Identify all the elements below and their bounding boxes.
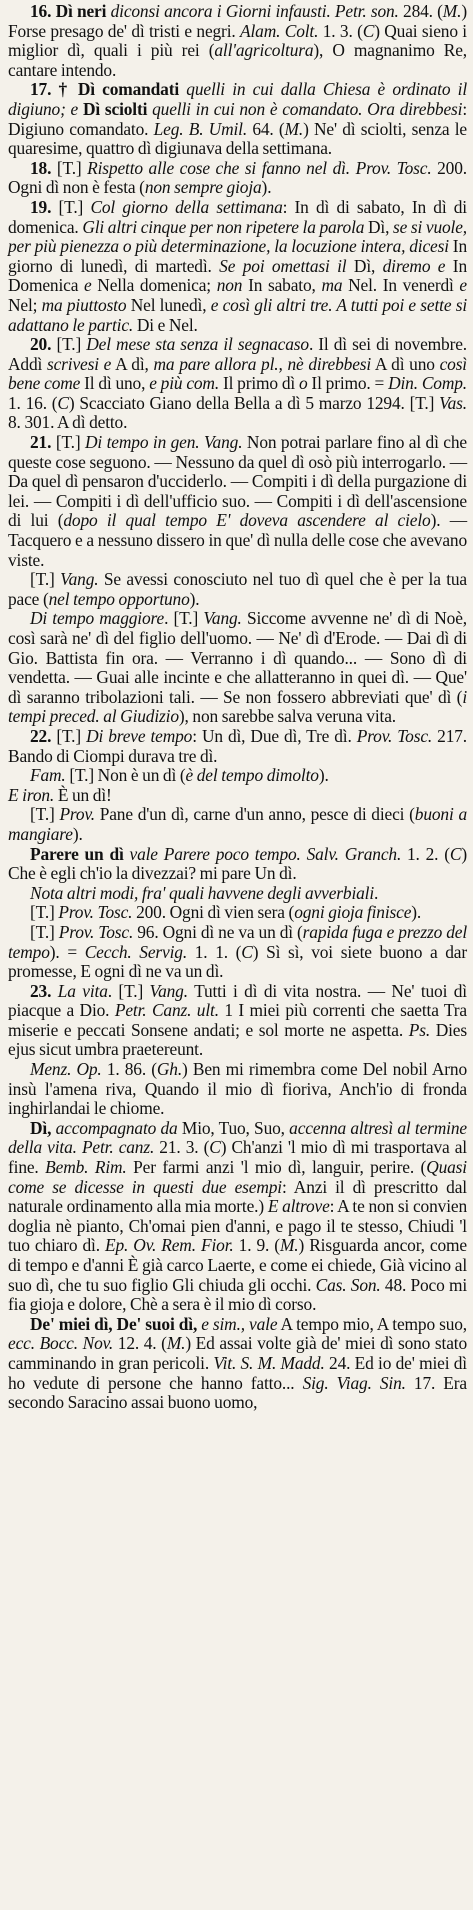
body-text: [T.] xyxy=(30,902,59,923)
italic-text: ecc. Bocc. Nov. xyxy=(8,1333,114,1354)
body-text: Non potrai parlare fino al dì che queste cose seguono. — Nessuno da quel dì osò più interrogarlo. — Da quel dì pensaron d'ucciderlo. — Compiti i dì della purgazione di lei. — Compiti i dì dell'ufficio suo. — Compiti i dì dell'ascensione di lui ( xyxy=(8,432,467,531)
body-text: Pane d'un dì, carne d'un anno, pesce di dieci ( xyxy=(94,804,415,825)
italic-text: C xyxy=(362,20,375,41)
body-text: ), O magnanimo Re, cantare intendo. xyxy=(8,40,467,80)
body-text: In sabato, xyxy=(242,275,322,296)
entry-paragraph xyxy=(8,982,467,1060)
body-text: Per farmi anzi 'l mio dì, languir, perire. ( xyxy=(126,1157,427,1178)
body-text: 64. ( xyxy=(247,118,285,139)
body-text: ) Ch'anzi 'l mio dì mi trasportava al fine. xyxy=(8,1137,467,1178)
body-text: ) Scacciato Giano della Bella a dì 5 marzo 1294. [T.] xyxy=(68,392,440,413)
italic-text: dopo il qual tempo E' doveva ascendere al cielo xyxy=(63,510,431,531)
body-text: : In dì di sabato, In dì di domenica. xyxy=(8,196,467,237)
body-text: È un dì! xyxy=(54,784,112,805)
entry-heading-text: 20. xyxy=(30,334,57,355)
italic-text: E altrove xyxy=(267,1196,330,1217)
body-text: ) Ne' dì sciolti, senza le quaresime, quattro dì digiunava della settimana. xyxy=(8,118,468,159)
body-text: Nella domenica; xyxy=(91,275,217,296)
entry-heading-text: 22. xyxy=(30,725,57,746)
body-text: ) Ed assai volte già de' miei dì sono stato camminando in gran pericoli. xyxy=(8,1333,468,1373)
body-text: . Il dì sei di novembre. Addì xyxy=(8,334,467,374)
body-text: . xyxy=(374,882,379,903)
body-text: 1. 9. ( xyxy=(233,1235,280,1256)
entry-heading-text: Parere un dì xyxy=(30,843,130,864)
body-text: Nel. In venerdì xyxy=(342,275,460,296)
body-text: [T.] xyxy=(30,804,60,825)
body-text: Tutti i dì di vita nostra. — Ne' tuoi dì piacque a Dio. xyxy=(8,980,467,1021)
italic-text: o xyxy=(298,373,308,394)
entry-heading-text: 21. xyxy=(30,432,56,453)
body-text: ). xyxy=(72,823,83,844)
italic-text: Prov. Tosc. xyxy=(58,921,134,942)
body-text: Mio, Tuo, Suo, xyxy=(177,1117,290,1138)
body-text: ) Ben mi rimembra come Del nobil Arno insù l'amena riva, Quando il mio dì fioriva, Anch'io di fronda inghirlandai le chiome. xyxy=(8,1059,467,1119)
italic-text: C xyxy=(449,843,462,864)
entry-paragraph xyxy=(8,805,467,844)
entry-paragraph xyxy=(8,433,467,570)
italic-text: M. xyxy=(284,118,304,139)
italic-text: Di tempo maggiore xyxy=(30,608,165,629)
body-text: 1. 2. ( xyxy=(401,843,450,864)
italic-text: quelli in cui dalla Chiesa è ordinato il digiuno; e xyxy=(8,79,468,119)
italic-text: Ps. xyxy=(408,1019,431,1040)
italic-text: non xyxy=(216,275,243,296)
italic-text: accenna altresì al termine della vita. Petr. canz. xyxy=(8,1117,467,1158)
body-text: . [T.] xyxy=(164,608,204,629)
italic-text: diconsi ancora i Giorni infausti. Petr. son. xyxy=(110,1,399,21)
entry-heading-text: 16. xyxy=(30,1,56,21)
italic-text: è del tempo dimolto xyxy=(185,765,319,786)
body-text: . [T.] xyxy=(107,980,150,1001)
body-text: 1. 1. ( xyxy=(187,941,242,962)
italic-text: ogni gioja finisce xyxy=(294,902,412,923)
body-text: ) Che è egli ch'io la divezzai? mi pare Un dì. xyxy=(8,843,467,884)
body-text: ) Sì sì, voi siete buono a dar promesse, E ogni dì ne va un dì. xyxy=(8,941,467,982)
italic-text: vale Parere poco tempo. Salv. Granch. xyxy=(129,843,402,864)
body-text: ) Forse presago de' dì tristi e negri. xyxy=(8,1,467,41)
body-text: In giorno di lunedì, di martedì. xyxy=(8,236,467,276)
body-text: In Domenica xyxy=(8,255,467,296)
italic-text: e più com. xyxy=(149,373,220,394)
italic-text: all'agricoltura xyxy=(214,40,314,61)
body-text: Dì, xyxy=(364,216,393,237)
italic-text: Leg. B. Umil. xyxy=(153,118,248,139)
body-text: Siccome avvenne ne' dì di Noè, così sarà ne' dì del figlio dell'uomo. — Ne' dì d'Erode. — Dai dì di Gio. Battista fin ora. — Verranno i dì quando... — Sono dì di vendetta. — Guai alle incinte e che allatteranno in quei dì. — Que' dì saranno tribolazioni tali. — Se non fossero abbreviati que' dì ( xyxy=(8,608,467,707)
italic-text: Prov. Tosc. xyxy=(58,902,133,923)
italic-text: Vit. S. M. Madd. xyxy=(213,1352,325,1373)
body-text: ). xyxy=(318,765,329,786)
body-text: 284. ( xyxy=(398,1,443,21)
italic-text: Alam. Colt. xyxy=(240,20,319,41)
body-text: Il primo. = xyxy=(307,373,389,394)
entry-heading-text: 19. xyxy=(30,196,59,217)
italic-text: Din. Comp. xyxy=(388,373,467,394)
entry-paragraph xyxy=(8,159,467,198)
entry-heading-text: 17. † Dì comandati xyxy=(30,79,187,100)
italic-text: nel tempo opportuno xyxy=(48,588,190,609)
italic-text: Nota altri modi, fra' quali havvene degli avverbiali xyxy=(30,882,375,903)
body-text: ). = xyxy=(49,941,85,962)
italic-text: e sim., vale xyxy=(201,1313,278,1334)
italic-text: Petr. Canz. ult. xyxy=(114,1000,219,1021)
italic-text: Quasi come se dicesse in questi due esempi xyxy=(8,1157,467,1197)
entry-paragraph xyxy=(8,884,467,904)
italic-text: non sempre gioja xyxy=(144,177,262,198)
body-text: A dì uno xyxy=(371,353,440,374)
body-text: Nel lunedì, xyxy=(126,294,211,315)
italic-text: Sig. Viag. Sin. xyxy=(302,1372,406,1393)
italic-text: Prov. Tosc. xyxy=(356,725,433,746)
italic-text: ma xyxy=(321,275,343,296)
body-text: [T.] Non è un dì ( xyxy=(65,765,186,786)
italic-text: C xyxy=(57,392,69,413)
entry-paragraph xyxy=(8,1315,467,1413)
italic-text: Di breve tempo xyxy=(86,725,193,746)
body-text: 217. Bando di Ciompi durava tre dì. xyxy=(8,725,467,766)
entry-heading-text: 23. xyxy=(30,980,58,1001)
entry-paragraph xyxy=(8,1060,467,1119)
italic-text: buoni a mangiare xyxy=(8,804,467,844)
entry-paragraph xyxy=(8,198,467,335)
body-text: 1. 3. ( xyxy=(318,20,363,41)
body-text: 21. 3. ( xyxy=(154,1137,210,1158)
italic-text: M. xyxy=(166,1333,186,1354)
entry-heading-text: Dì neri xyxy=(55,1,111,21)
italic-text: C xyxy=(209,1137,221,1158)
italic-text: Vang. xyxy=(149,980,188,1001)
italic-text: accompagnato da xyxy=(55,1117,178,1138)
body-text: A tempo mio, A tempo suo, xyxy=(277,1313,467,1334)
entry-paragraph xyxy=(8,570,467,609)
body-text: [T.] xyxy=(56,334,87,355)
body-text: ), non sarebbe salva veruna vita. xyxy=(178,706,396,727)
body-text: 48. Poco mi fia gioja e dolore, Chè a sera è il mio dì corso. xyxy=(8,1274,468,1315)
body-text: 1 I miei più correnti che saetta Tra miserie e peccati Sonsene andati; e sol morte ne aspetta. xyxy=(8,1000,467,1040)
italic-text: se si vuole, per più pienezza o più determinazione, la locuzione intera, dicesi xyxy=(8,216,467,257)
italic-text: Rispetto alle cose che si fanno nel dì. Prov. Tosc. xyxy=(87,157,432,178)
body-text: 1. 16. ( xyxy=(8,392,58,413)
body-text: Dies ejus sicut umbra praetereunt. xyxy=(8,1019,467,1060)
body-text: A dì, xyxy=(111,353,154,374)
italic-text: Cecch. Servig. xyxy=(84,941,188,962)
italic-text: Gh. xyxy=(156,1059,183,1080)
italic-text: La vita xyxy=(57,980,108,1001)
entry-heading-text: De' miei dì, De' suoi dì, xyxy=(30,1313,202,1334)
italic-text: Vang. xyxy=(203,608,242,629)
italic-text: Di tempo in gen. Vang. xyxy=(85,432,243,453)
italic-text: scrivesi e xyxy=(46,353,112,374)
entry-heading-text: Dì sciolti xyxy=(82,98,153,119)
entry-paragraph xyxy=(8,727,467,766)
entry-paragraph xyxy=(8,766,467,786)
italic-text: i tempi preced. al Giudizio xyxy=(8,686,467,727)
body-text: 8. 301. A dì detto. xyxy=(8,412,128,433)
body-text: 200. Ogni dì non è festa ( xyxy=(8,157,467,198)
body-text: Se avessi conosciuto nel tuo dì quel che è per la tua pace ( xyxy=(8,569,467,609)
body-text: [T.] xyxy=(56,725,87,746)
body-text: [T.] xyxy=(30,569,61,590)
italic-text: Se poi omettasi il xyxy=(219,255,347,276)
italic-text: e xyxy=(459,275,467,296)
body-text: 12. 4. ( xyxy=(113,1333,167,1354)
body-text: [T.] xyxy=(55,432,85,453)
italic-text: M. xyxy=(279,1235,299,1256)
italic-text: ma piuttosto xyxy=(41,294,127,315)
italic-text: Gli altri cinque per non ripetere la parola xyxy=(82,216,365,237)
body-text: Il primo dì xyxy=(219,373,299,394)
body-text: : Un dì, Due dì, Tre dì. xyxy=(192,725,357,746)
italic-text: Ep. Ov. Rem. Fior. xyxy=(105,1235,234,1256)
italic-text: Vang. xyxy=(60,569,99,590)
italic-text: M. xyxy=(442,1,462,21)
entry-paragraph xyxy=(8,609,467,727)
entry-paragraph xyxy=(8,80,467,158)
entry-paragraph xyxy=(8,786,467,806)
body-text: 200. Ogni dì vien sera ( xyxy=(132,902,295,923)
body-text: ). — Tacquero e a nessuno dissero in que' dì nulla delle cose che avevano viste. xyxy=(8,510,467,570)
entry-heading-text: 18. xyxy=(30,157,57,178)
body-text: 96. Ogni dì ne va un dì ( xyxy=(133,921,303,942)
entry-paragraph xyxy=(8,845,467,884)
body-text: Il dì uno, xyxy=(80,373,150,394)
italic-text: ma pare allora pl., nè direbbesi xyxy=(153,353,372,374)
body-text: [T.] xyxy=(30,921,59,942)
body-text: : A te non si convien doglia nè pianto, Ch'omai pien d'anni, e pago il te stesso, Chiudi 'l tuo chiaro dì. xyxy=(8,1196,467,1256)
italic-text: Menz. Op. xyxy=(30,1059,102,1080)
italic-text: C xyxy=(241,941,253,962)
entry-paragraph xyxy=(8,335,467,433)
italic-text: E iron. xyxy=(8,784,55,805)
italic-text: Fam. xyxy=(30,765,66,786)
entry-paragraph xyxy=(8,2,467,80)
body-text: 24. Ed io de' miei dì ho vedute di persone che hanno fatto... xyxy=(8,1352,467,1393)
body-text: : Anzi il dì prescritto dal naturale ordinamento alla mia morte.) xyxy=(8,1176,467,1217)
italic-text: diremo e xyxy=(382,255,446,276)
italic-text: Vas. xyxy=(439,392,467,413)
body-text: ) Quai sieno i miglior dì, quali i più rei ( xyxy=(8,20,467,61)
italic-text: Prov. xyxy=(59,804,95,825)
body-text: [T.] xyxy=(58,196,91,217)
body-text: Dì, xyxy=(346,255,383,276)
body-text: Nel; xyxy=(8,294,42,315)
italic-text: così bene come xyxy=(8,353,467,394)
italic-text: Del mese sta senza il segnacaso xyxy=(86,334,309,355)
italic-text: e così gli altri tre. A tutti poi e sette si adattano le partic. xyxy=(8,294,467,335)
italic-text: Col giorno della settimana xyxy=(90,196,283,217)
body-text: ) Risguarda ancor, come di tempo e d'anni È già carco Laerte, e come ei chiede, Già vicino al suo dì, che tu suo figlio Gli chiuda gli occhi. xyxy=(8,1235,467,1295)
body-text: ). xyxy=(189,588,200,609)
body-text: ). xyxy=(261,177,272,198)
italic-text: Cas. Son. xyxy=(315,1274,381,1295)
entry-heading-text: Dì, xyxy=(30,1117,56,1138)
entry-paragraph xyxy=(8,1119,467,1315)
italic-text: Bemb. Rim. xyxy=(45,1157,127,1178)
entry-paragraph xyxy=(8,923,467,982)
italic-text: e xyxy=(83,275,92,296)
entry-paragraph xyxy=(8,903,467,923)
italic-text: rapida fuga e prezzo del tempo xyxy=(8,921,468,962)
body-text: ). xyxy=(411,902,422,923)
body-text: Di e Nel. xyxy=(133,314,198,335)
body-text: 17. Era secondo Saracino assai buono uomo, xyxy=(8,1372,467,1413)
body-text: [T.] xyxy=(56,157,88,178)
body-text: 1. 86. ( xyxy=(101,1059,157,1080)
italic-text: quelli in cui non è comandato. Ora direbbesi xyxy=(152,98,463,119)
body-text: : Digiuno comandato. xyxy=(8,98,467,139)
